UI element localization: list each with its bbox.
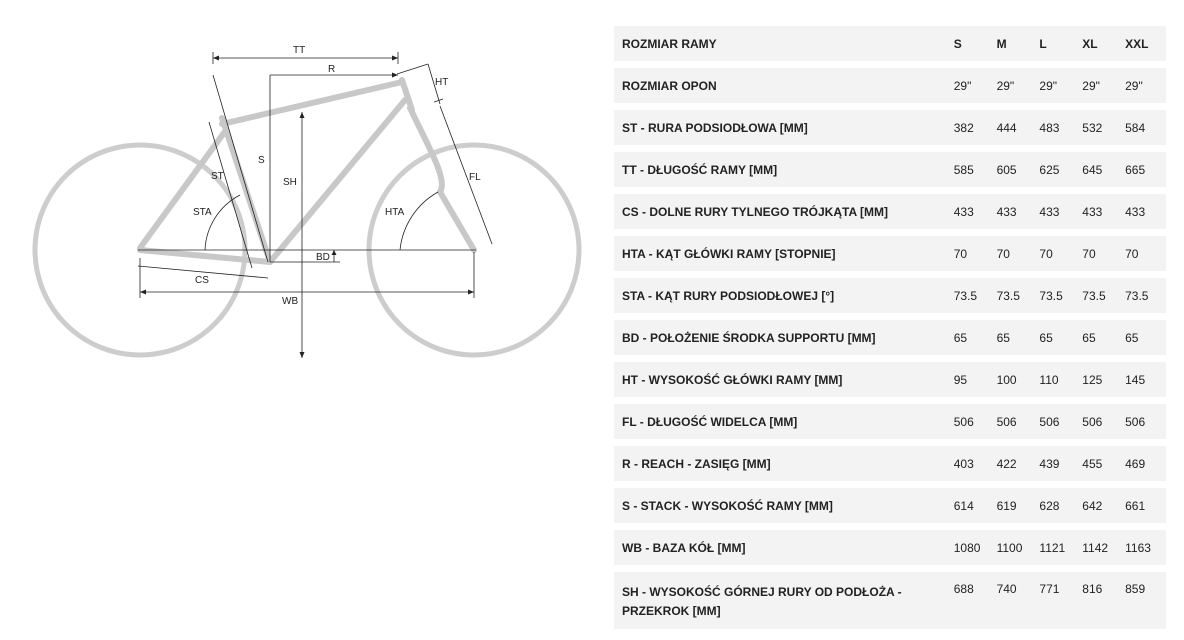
row-value: 439 (1037, 446, 1080, 481)
row-value: 29" (1080, 68, 1123, 103)
row-value: 665 (1123, 152, 1166, 187)
label-fl: FL (469, 172, 481, 183)
frame (140, 80, 474, 262)
table-row (614, 194, 1166, 229)
row-value: 688 (952, 572, 995, 629)
row-value: 70 (952, 236, 995, 271)
row-value: 70 (1080, 236, 1123, 271)
table-row (614, 110, 1166, 145)
row-value: 73.5 (995, 278, 1038, 313)
row-value: 625 (1037, 152, 1080, 187)
row-value: 70 (1037, 236, 1080, 271)
header-size: XL (1080, 26, 1123, 61)
table-row (614, 446, 1166, 481)
row-value: 1080 (952, 530, 995, 565)
row-value: 1142 (1080, 530, 1123, 565)
row-value: 70 (1123, 236, 1166, 271)
row-value: 469 (1123, 446, 1166, 481)
row-value: 1121 (1037, 530, 1080, 565)
label-r: R (328, 64, 336, 75)
label-ht: HT (435, 77, 449, 88)
row-label: HTA - KĄT GŁÓWKI RAMY [STOPNIE] (614, 236, 952, 271)
row-value: 1163 (1123, 530, 1166, 565)
table-row (614, 278, 1166, 313)
label-hta: HTA (385, 207, 405, 218)
row-value: 403 (952, 446, 995, 481)
row-label: ST - RURA PODSIODŁOWA [MM] (614, 110, 952, 145)
header-size: S (952, 26, 995, 61)
row-label: HT - WYSOKOŚĆ GŁÓWKI RAMY [MM] (614, 362, 952, 397)
row-value: 661 (1123, 488, 1166, 523)
label-wb: WB (282, 296, 299, 307)
row-value: 95 (952, 362, 995, 397)
row-value: 29" (995, 68, 1038, 103)
row-value: 65 (1037, 320, 1080, 355)
row-value: 29" (952, 68, 995, 103)
header-size: M (995, 26, 1038, 61)
row-value: 70 (995, 236, 1038, 271)
row-value: 73.5 (952, 278, 995, 313)
row-value: 506 (952, 404, 995, 439)
table-row (614, 530, 1166, 565)
row-label: CS - DOLNE RURY TYLNEGO TRÓJKĄTA [MM] (614, 194, 952, 229)
table-header-row (614, 26, 1166, 61)
geometry-table (614, 19, 1166, 636)
row-label: WB - BAZA KÓŁ [MM] (614, 530, 952, 565)
row-value: 506 (1080, 404, 1123, 439)
row-label: TT - DŁUGOŚĆ RAMY [MM] (614, 152, 952, 187)
table-row (614, 236, 1166, 271)
row-label: S - STACK - WYSOKOŚĆ RAMY [MM] (614, 488, 952, 523)
row-label: SH - WYSOKOŚĆ GÓRNEJ RURY OD PODŁOŻA - PRZEKROK [MM] (614, 572, 952, 629)
row-value: 740 (995, 572, 1038, 629)
row-value: 73.5 (1080, 278, 1123, 313)
table-row (614, 488, 1166, 523)
row-value: 65 (952, 320, 995, 355)
row-value: 614 (952, 488, 995, 523)
label-bd: BD (316, 252, 330, 263)
table-row (614, 320, 1166, 355)
label-s: S (258, 155, 265, 166)
label-sta: STA (193, 207, 212, 218)
row-value: 444 (995, 110, 1038, 145)
row-value: 506 (1037, 404, 1080, 439)
row-value: 605 (995, 152, 1038, 187)
row-value: 100 (995, 362, 1038, 397)
label-tt: TT (293, 45, 306, 56)
row-value: 628 (1037, 488, 1080, 523)
table-row (614, 572, 1166, 629)
row-value: 585 (952, 152, 995, 187)
header-size: XXL (1123, 26, 1166, 61)
row-value: 433 (952, 194, 995, 229)
row-label: BD - POŁOŻENIE ŚRODKA SUPPORTU [MM] (614, 320, 952, 355)
row-value: 506 (995, 404, 1038, 439)
row-value: 1100 (995, 530, 1038, 565)
row-value: 73.5 (1123, 278, 1166, 313)
header-size: L (1037, 26, 1080, 61)
table-row (614, 152, 1166, 187)
row-value: 65 (995, 320, 1038, 355)
row-value: 771 (1037, 572, 1080, 629)
table-row (614, 404, 1166, 439)
row-label: ROZMIAR OPON (614, 68, 952, 103)
row-value: 506 (1123, 404, 1166, 439)
row-value: 125 (1080, 362, 1123, 397)
arrowheads (140, 56, 474, 359)
row-value: 645 (1080, 152, 1123, 187)
row-value: 859 (1123, 572, 1166, 629)
row-value: 642 (1080, 488, 1123, 523)
row-value: 433 (1123, 194, 1166, 229)
row-value: 433 (1080, 194, 1123, 229)
row-value: 584 (1123, 110, 1166, 145)
table-row (614, 68, 1166, 103)
row-value: 29" (1037, 68, 1080, 103)
bike-geometry-diagram (0, 0, 600, 400)
row-value: 110 (1037, 362, 1080, 397)
fork (410, 108, 474, 250)
label-st: ST (211, 171, 224, 182)
header-label: ROZMIAR RAMY (614, 26, 952, 61)
row-value: 29" (1123, 68, 1166, 103)
table-row (614, 362, 1166, 397)
row-label: R - REACH - ZASIĘG [MM] (614, 446, 952, 481)
row-value: 65 (1080, 320, 1123, 355)
label-sh: SH (283, 177, 297, 188)
top-tube (222, 82, 402, 124)
row-value: 65 (1123, 320, 1166, 355)
row-value: 816 (1080, 572, 1123, 629)
row-value: 382 (952, 110, 995, 145)
row-value: 433 (1037, 194, 1080, 229)
row-value: 433 (995, 194, 1038, 229)
row-label: STA - KĄT RURY PODSIODŁOWEJ [°] (614, 278, 952, 313)
geometry-table-body (614, 26, 1166, 629)
row-value: 532 (1080, 110, 1123, 145)
row-label: FL - DŁUGOŚĆ WIDELCA [MM] (614, 404, 952, 439)
row-value: 483 (1037, 110, 1080, 145)
row-value: 619 (995, 488, 1038, 523)
row-value: 73.5 (1037, 278, 1080, 313)
label-cs: CS (195, 275, 209, 286)
row-value: 145 (1123, 362, 1166, 397)
row-value: 422 (995, 446, 1038, 481)
row-value: 455 (1080, 446, 1123, 481)
chain-stay (140, 250, 270, 262)
